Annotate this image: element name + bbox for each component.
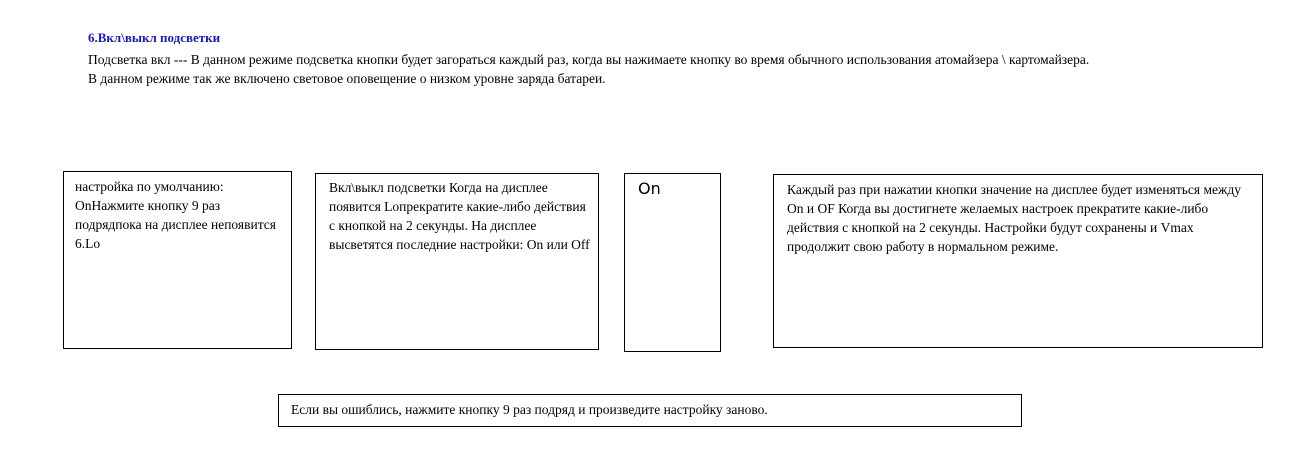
toggle-instructions-box: Вкл\выкл подсветки Когда на дисплее появится Loпрекратите какие-либо действия с кнопкой на 2 секунды. На дисплее высветятся последние настройки: On или Off: [315, 173, 599, 350]
intro-text: [88, 50, 1238, 88]
error-note-box: Если вы ошиблись, нажмите кнопку 9 раз подряд и произведите настройку заново.: [278, 394, 1022, 427]
intro-paragraph-low-battery: В данном режиме так же включено световое оповещение о низком уровне заряда батареи.: [88, 71, 606, 86]
intro-paragraph-backlight-on: Подсветка вкл --- В данном режиме подсветка кнопки будет загораться каждый раз, когда вы нажимаете кнопку во время обычного использования атомайзера \ картомайзера.: [88, 52, 1090, 67]
section-heading: 6.Вкл\выкл подсветки: [88, 30, 221, 45]
default-setting-box: настройка по умолчанию: OnНажмите кнопку 9 раз подрядпока на дисплее непоявится 6.Lo: [63, 171, 292, 349]
display-value-box: On: [624, 173, 721, 352]
cycle-description-box: Каждый раз при нажатии кнопки значение на дисплее будет изменяться между On и OF Когда вы достигнете желаемых настроек прекратите какие-либо действия с кнопкой на 2 секунды. Настройки будут сохранены и Vmax продолжит свою работу в нормальном режиме.: [773, 174, 1263, 348]
